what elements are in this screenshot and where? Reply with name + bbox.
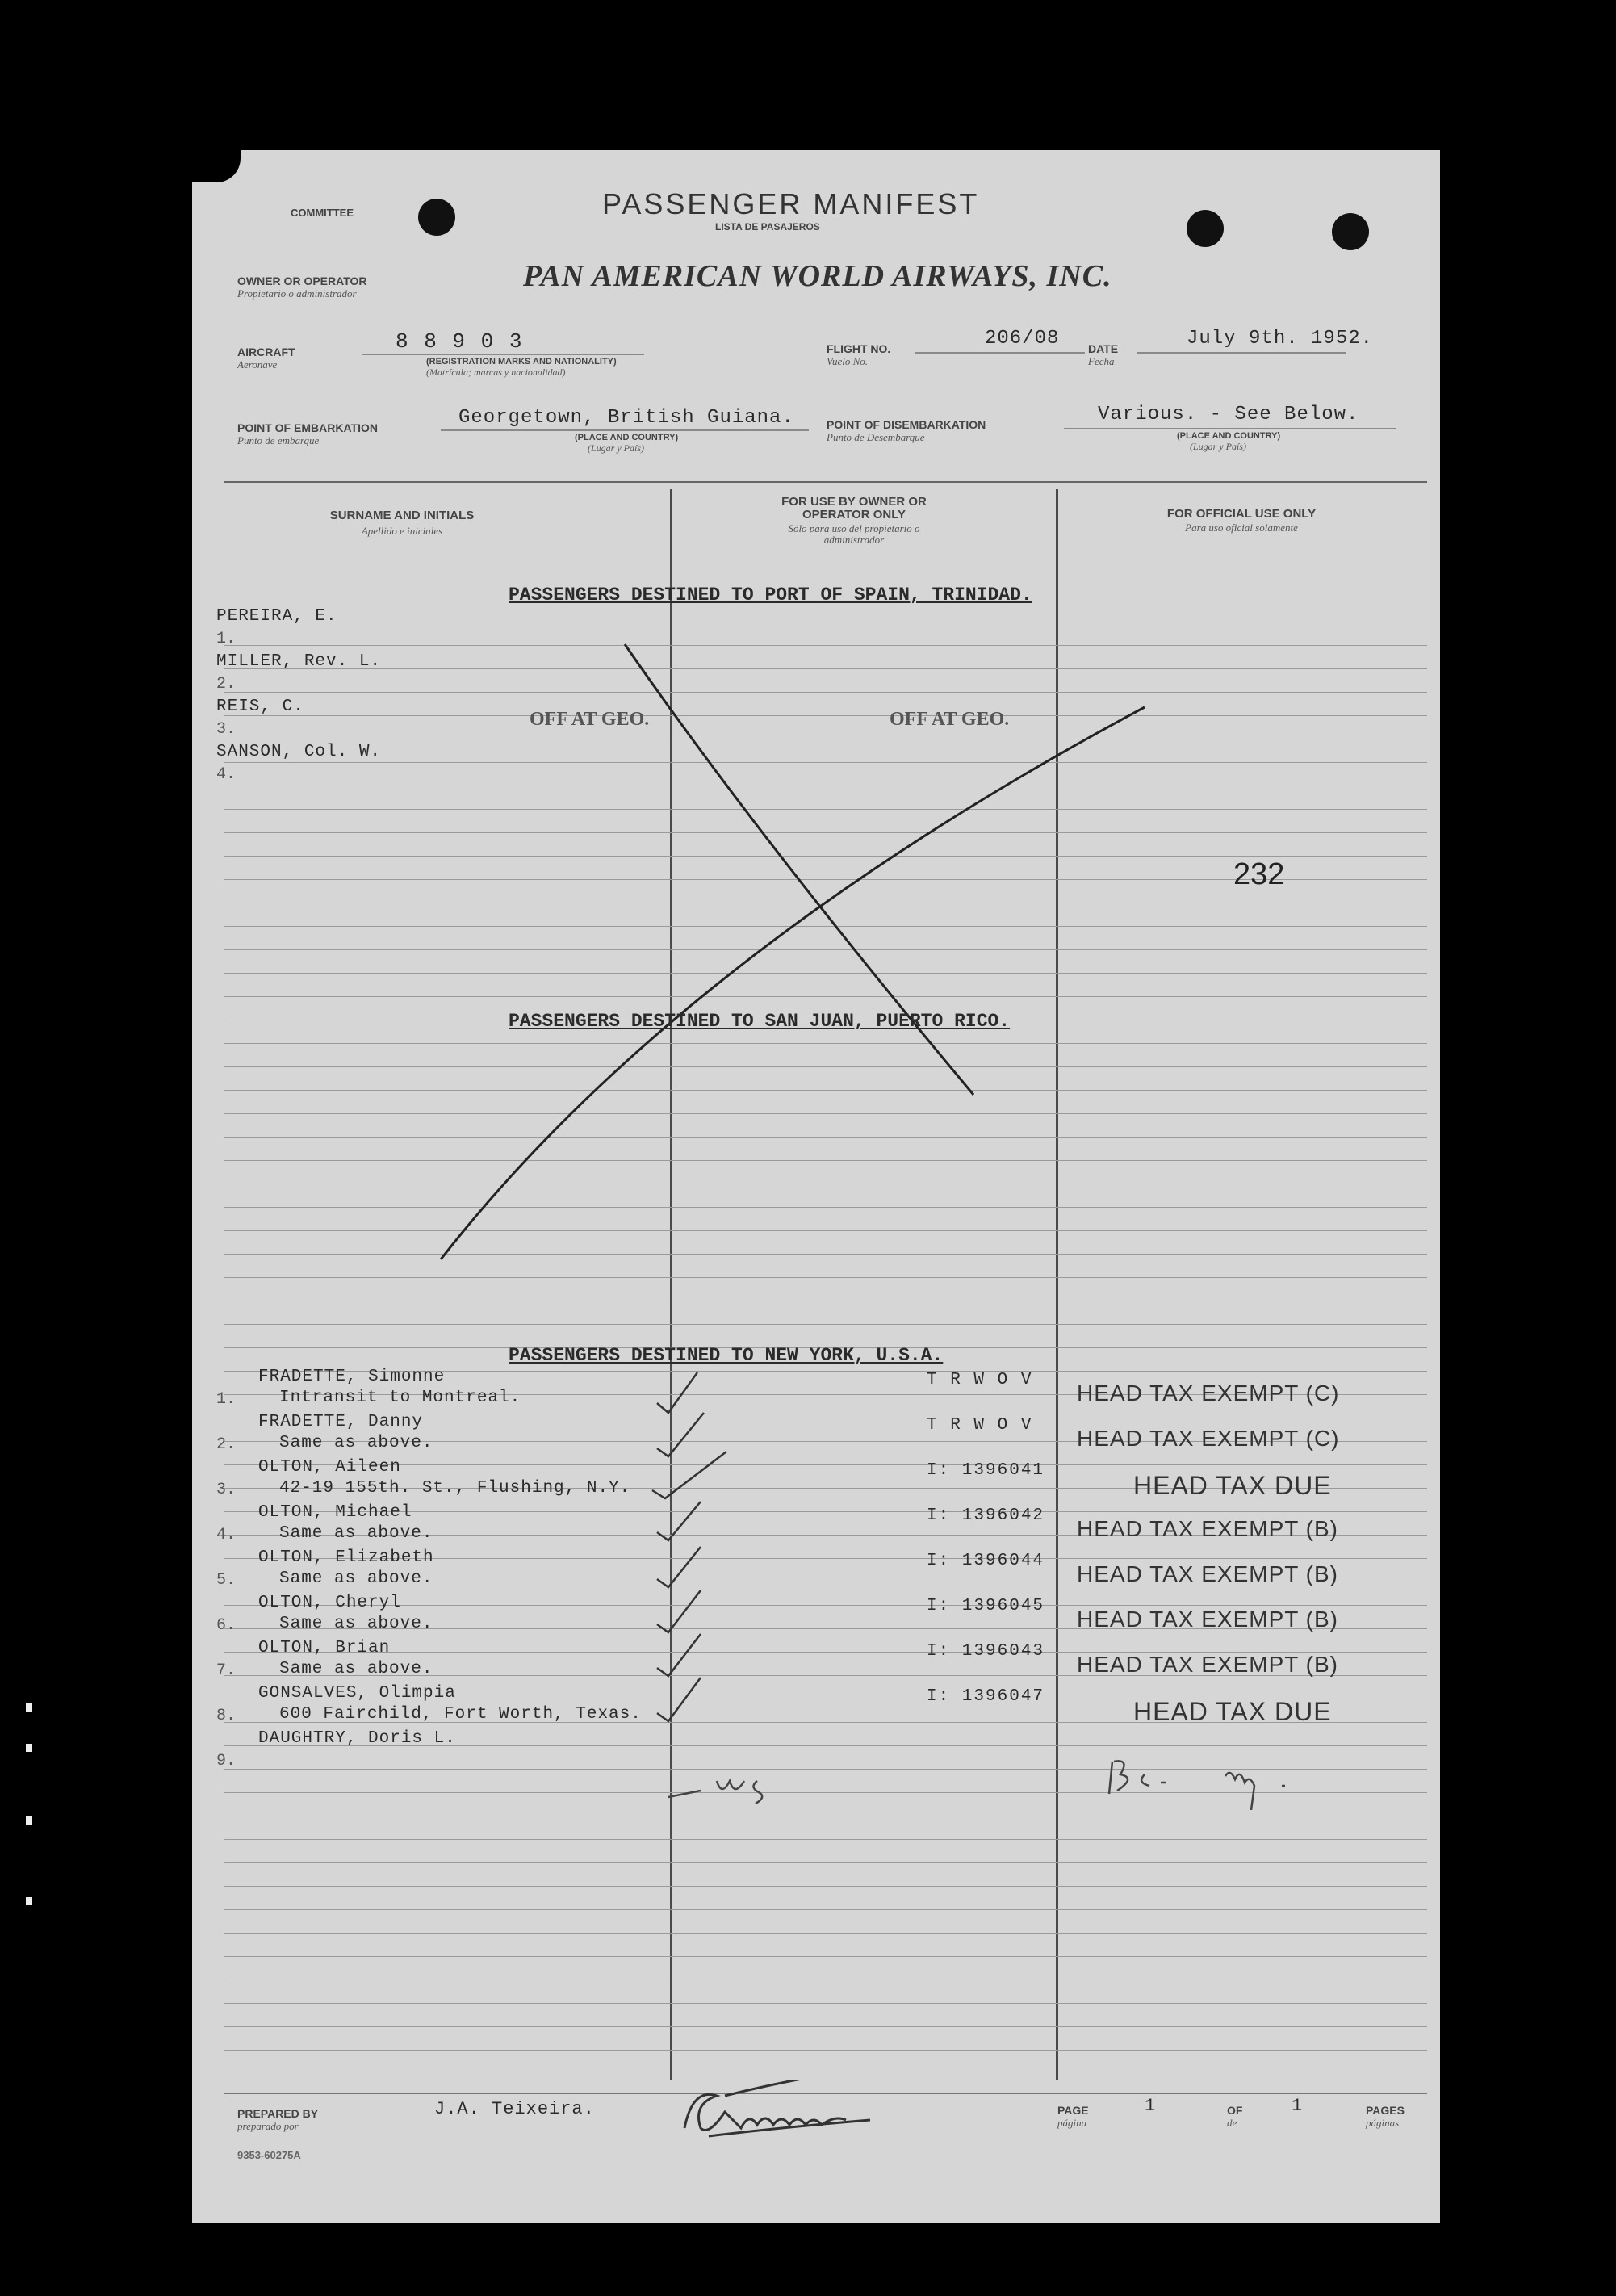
section-trinidad: PASSENGERS DESTINED TO PORT OF SPAIN, TRINIDAD. (509, 584, 1032, 605)
passenger-detail: Same as above. (279, 1434, 433, 1452)
sheet-number-stamp: 232 (1233, 857, 1285, 891)
row-number: 5. (216, 1571, 237, 1590)
prepared-label: PREPARED BY (237, 2107, 319, 2120)
cancellation-cross (192, 150, 1440, 1280)
row-number: 4. (216, 1526, 237, 1544)
flight-value: 206/08 (985, 328, 1060, 350)
official-stamp: HEAD TAX EXEMPT (C) (1077, 1381, 1340, 1406)
operator-label-es: Propietario o administrador (237, 287, 357, 300)
passenger-name: GONSALVES, Olimpia (258, 1684, 456, 1703)
passenger-name: OLTON, Elizabeth (258, 1548, 434, 1567)
manifest-page (192, 150, 1440, 2223)
official-stamp: HEAD TAX EXEMPT (B) (1077, 1561, 1338, 1586)
ruled-line (224, 1933, 1427, 1934)
scan-artifact (26, 1703, 32, 1712)
row-number: 2. (216, 675, 237, 693)
passenger-name: FRADETTE, Simonne (258, 1368, 446, 1386)
off-at-geo-stamp: OFF AT GEO. (890, 709, 1010, 730)
signature (676, 2080, 919, 2152)
document-code: T R W O V (927, 1416, 1033, 1435)
official-column-header-es: Para uso oficial solamente (1185, 522, 1298, 534)
embark-label-es: Punto de embarque (237, 434, 320, 446)
official-column-header: FOR OFFICIAL USE ONLY (1166, 507, 1317, 521)
disembark-value: Various. - See Below. (1098, 404, 1359, 425)
scan-artifact (26, 1744, 32, 1752)
scan-artifact (26, 1897, 32, 1905)
of-label-es: de (1227, 2117, 1237, 2129)
official-stamp: HEAD TAX EXEMPT (B) (1077, 1516, 1338, 1541)
page-title: PASSENGER MANIFEST (602, 187, 980, 220)
off-at-geo-stamp: OFF AT GEO. (530, 709, 650, 730)
date-label: DATE (1088, 342, 1119, 355)
disembark-label: POINT OF DISEMBARKATION (827, 418, 986, 431)
passenger-detail: Same as above. (279, 1660, 433, 1678)
pages-label: PAGES (1366, 2104, 1405, 2117)
registration-note: (REGISTRATION MARKS AND NATIONALITY) (426, 357, 617, 367)
prepared-by-value: J.A. Teixeira. (434, 2099, 595, 2119)
ruled-line (224, 1839, 1427, 1840)
page-label: PAGE (1057, 2104, 1089, 2117)
row-number: 2. (216, 1435, 237, 1454)
section-san-juan: PASSENGERS DESTINED TO SAN JUAN, PUERTO RICO. (509, 1011, 1011, 1032)
official-stamp: HEAD TAX EXEMPT (B) (1077, 1652, 1338, 1677)
of-label: OF (1227, 2104, 1243, 2117)
owner-column-header-es: Sólo para uso del propietario o administrador (788, 522, 920, 546)
document-code: I: 1396045 (927, 1597, 1045, 1615)
passenger-detail: 600 Fairchild, Fort Worth, Texas. (279, 1705, 642, 1724)
form-number: 9353-60275A (237, 2149, 301, 2161)
pages-label-es: páginas (1366, 2117, 1400, 2129)
handwritten-us-mark (652, 1757, 1056, 1821)
prepared-label-es: preparado por (237, 2120, 299, 2132)
passenger-detail: Same as above. (279, 1615, 433, 1633)
passenger-name: OLTON, Aileen (258, 1458, 401, 1477)
document-code: I: 1396043 (927, 1642, 1045, 1661)
ruled-line (224, 2050, 1427, 2051)
row-number: 8. (216, 1707, 237, 1725)
row-number: 1. (216, 1390, 237, 1409)
ruled-line (224, 1862, 1427, 1863)
operator-label: OWNER OR OPERATOR (237, 274, 367, 287)
ruled-line (224, 1956, 1427, 1957)
flight-label: FLIGHT NO. (827, 342, 891, 355)
ruled-line (224, 1464, 1427, 1465)
aircraft-label: AIRCRAFT (237, 346, 295, 358)
embark-place-es: (Lugar y País) (588, 442, 644, 454)
embark-label: POINT OF EMBARKATION (237, 421, 378, 434)
row-number: 3. (216, 720, 237, 739)
row-number: 3. (216, 1481, 237, 1499)
owner-column-header: FOR USE BY OWNER OR OPERATOR ONLY (781, 495, 927, 522)
passenger-name: REIS, C. (216, 698, 304, 716)
embark-place: (PLACE AND COUNTRY) (575, 433, 679, 442)
passenger-name: OLTON, Michael (258, 1503, 412, 1522)
aircraft-value: 8 8 9 0 3 (396, 329, 524, 354)
ruled-line (224, 1909, 1427, 1910)
passenger-name: PEREIRA, E. (216, 607, 337, 626)
disembark-label-es: Punto de Desembarque (827, 431, 925, 443)
page-number: 1 (1145, 2096, 1157, 2116)
page-total: 1 (1292, 2096, 1304, 2116)
ruled-line (224, 1324, 1427, 1325)
page-subtitle: LISTA DE PASAJEROS (715, 221, 820, 233)
passenger-name: SANSON, Col. W. (216, 743, 382, 761)
aircraft-label-es: Aeronave (237, 358, 278, 371)
flight-label-es: Vuelo No. (827, 355, 869, 367)
passenger-name: MILLER, Rev. L. (216, 652, 382, 671)
passenger-detail: Same as above. (279, 1524, 433, 1543)
document-code: I: 1396044 (927, 1552, 1045, 1570)
ruled-line (224, 2003, 1427, 2004)
document-code: I: 1396042 (927, 1506, 1045, 1525)
date-value: July 9th. 1952. (1187, 328, 1374, 350)
ruled-line (224, 1886, 1427, 1887)
scan-artifact (26, 1816, 32, 1825)
row-number: 7. (216, 1661, 237, 1680)
passenger-name: OLTON, Brian (258, 1639, 391, 1657)
official-stamp: HEAD TAX DUE (1133, 1471, 1332, 1500)
page-label-es: página (1057, 2117, 1087, 2129)
disembark-place: (PLACE AND COUNTRY) (1177, 431, 1281, 441)
official-stamp: HEAD TAX EXEMPT (C) (1077, 1426, 1340, 1451)
passenger-detail: Same as above. (279, 1569, 433, 1588)
official-stamp: HEAD TAX DUE (1133, 1697, 1332, 1726)
date-label-es: Fecha (1088, 355, 1115, 367)
ruled-line (224, 1605, 1427, 1606)
document-code: I: 1396047 (927, 1687, 1045, 1706)
row-number: 4. (216, 765, 237, 784)
handwritten-official-mark (1096, 1745, 1338, 1810)
passenger-name: DAUGHTRY, Doris L. (258, 1729, 456, 1748)
ruled-line (224, 2026, 1427, 2027)
disembark-place-es: (Lugar y País) (1190, 441, 1246, 452)
embark-value: Georgetown, British Guiana. (458, 407, 794, 429)
row-number: 6. (216, 1616, 237, 1635)
official-stamp: HEAD TAX EXEMPT (B) (1077, 1607, 1338, 1632)
passenger-name: FRADETTE, Danny (258, 1413, 424, 1431)
document-code: T R W O V (927, 1371, 1033, 1389)
check-marks (644, 1369, 749, 1749)
document-code: I: 1396041 (927, 1461, 1045, 1480)
surname-column-header: SURNAME AND INITIALS (329, 509, 475, 522)
passenger-name: OLTON, Cheryl (258, 1594, 401, 1612)
surname-column-header-es: Apellido e iniciales (361, 525, 443, 537)
passenger-detail: Intransit to Montreal. (279, 1389, 521, 1407)
committee-label: COMMITTEE (291, 207, 354, 219)
section-new-york: PASSENGERS DESTINED TO NEW YORK, U.S.A. (509, 1345, 944, 1366)
passenger-detail: 42-19 155th. St., Flushing, N.Y. (279, 1479, 631, 1498)
registration-note-es: (Matrícula; marcas y nacionalidad) (426, 367, 566, 378)
row-number: 1. (216, 630, 237, 648)
row-number: 9. (216, 1752, 237, 1770)
operator-name: PAN AMERICAN WORLD AIRWAYS, INC. (523, 259, 1112, 293)
